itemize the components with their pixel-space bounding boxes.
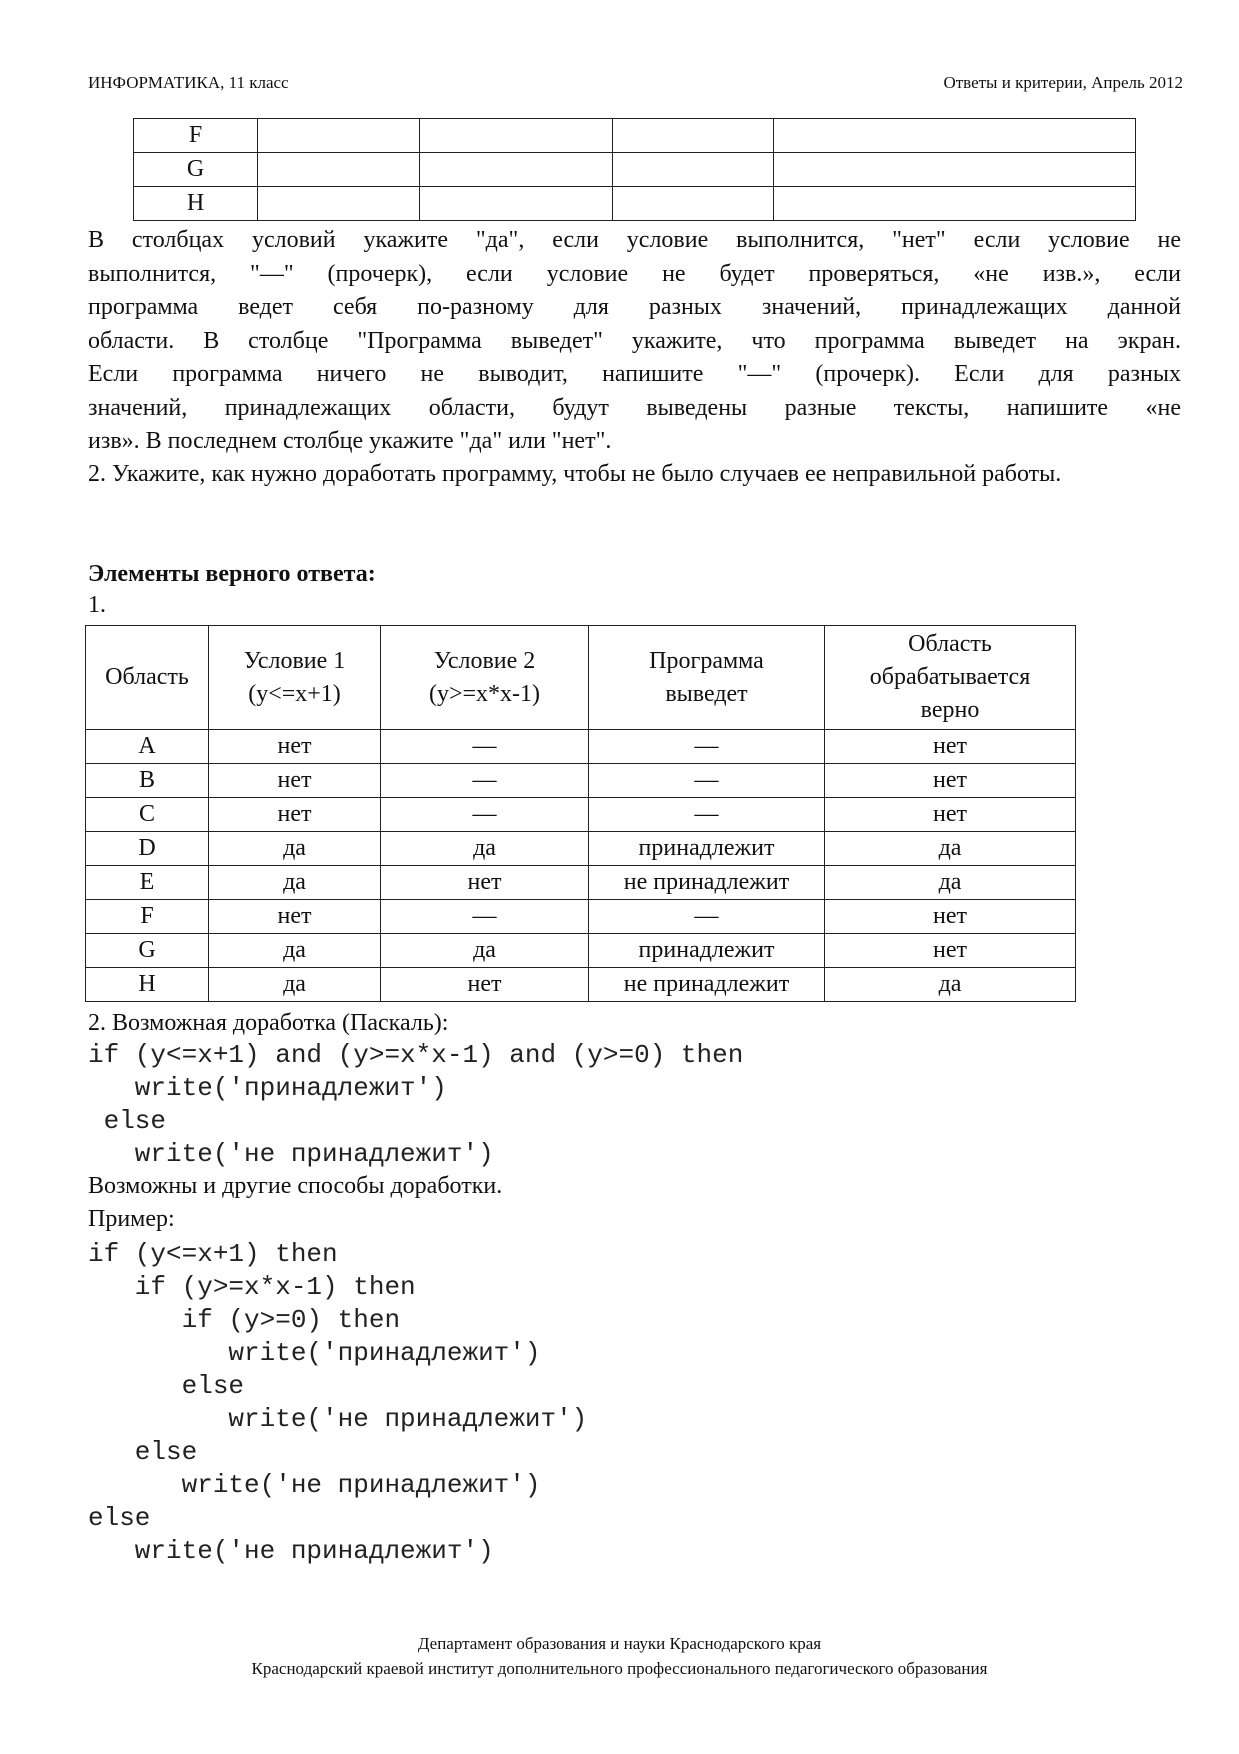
table-row (86, 798, 1076, 832)
code-line: write('не принадлежит') (88, 1404, 588, 1434)
table-row (134, 153, 1136, 187)
other-ways-text: Возможны и другие способы доработки. (88, 1173, 503, 1199)
table-cell: — (381, 764, 589, 798)
table-header-row: Область Условие 1 (y<=x+1) Условие 2 (y>=x*x-1) Программа выведет Область обрабатывается верно (86, 626, 1076, 730)
area-cell: F (134, 119, 258, 153)
table-cell: C (86, 798, 209, 832)
table-row (86, 934, 1076, 968)
table-cell: нет (825, 900, 1076, 934)
header-subject: ИНФОРМАТИКА, 11 класс (88, 73, 289, 92)
table-cell: H (86, 968, 209, 1002)
item-2-label: 2. Возможная доработка (Паскаль): (88, 1010, 449, 1036)
table-cell: не принадлежит (589, 866, 825, 900)
code-line: write('не принадлежит') (88, 1470, 541, 1500)
table-cell: D (86, 832, 209, 866)
table-row (86, 764, 1076, 798)
top-table (133, 118, 1136, 221)
table-cell: — (589, 764, 825, 798)
table-cell: G (86, 934, 209, 968)
table-cell: нет (381, 866, 589, 900)
code-line: write('не принадлежит') (88, 1536, 494, 1566)
table-row (86, 730, 1076, 764)
footer-line-1: Департамент образования и науки Краснодарского края (417, 1634, 822, 1653)
table-cell: да (209, 832, 381, 866)
table-cell: нет (209, 798, 381, 832)
code-line: else (88, 1106, 167, 1136)
table-cell: да (381, 832, 589, 866)
answer-table (85, 625, 1076, 1002)
table-cell: да (825, 968, 1076, 1002)
code-line: else (88, 1371, 245, 1401)
header-info: Ответы и критерии, Апрель 2012 (943, 73, 1183, 92)
code-line: if (y>=0) then (88, 1305, 401, 1335)
table-cell: нет (209, 730, 381, 764)
instructions-paragraph: В столбцах условий укажите "да", если условие выполнится, "нет" если условие не выполнится, "—" (прочерк), если условие не будет проверяться, «не изв.», если программа ведет себя по-разному для разных значений, принадлежащих данной области. В столбце "Программа выведет" укажите, что программа выведет на экран. Если программа ничего не выводит, напишите "—" (прочерк). Если для разных значений, принадлежащих области, будут выведены разные тексты, напишите «не изв». В последнем столбце укажите "да" или "нет". (88, 227, 1181, 454)
example-label: Пример: (88, 1206, 175, 1232)
item-1-label: 1. (88, 592, 106, 618)
table-row (86, 832, 1076, 866)
area-cell: G (134, 153, 258, 187)
table-cell: B (86, 764, 209, 798)
code-line: if (y<=x+1) then (88, 1239, 338, 1269)
table-cell: нет (209, 764, 381, 798)
table-cell: F (86, 900, 209, 934)
table-cell: нет (825, 730, 1076, 764)
table-cell: нет (381, 968, 589, 1002)
area-cell: H (134, 187, 258, 221)
table-row (134, 119, 1136, 153)
table-cell: нет (209, 900, 381, 934)
table-cell: нет (825, 934, 1076, 968)
table-cell: да (209, 968, 381, 1002)
answer-heading: Элементы верного ответа: (88, 561, 376, 587)
table-row (134, 187, 1136, 221)
table-cell: — (381, 798, 589, 832)
code-line: if (y<=x+1) and (y>=x*x-1) and (y>=0) then (88, 1040, 744, 1070)
table-cell: да (825, 832, 1076, 866)
table-cell: да (381, 934, 589, 968)
table-cell: — (589, 798, 825, 832)
table-cell: да (209, 934, 381, 968)
table-cell: E (86, 866, 209, 900)
table-row (86, 900, 1076, 934)
table-cell: нет (825, 764, 1076, 798)
table-cell: — (381, 900, 589, 934)
table-cell: A (86, 730, 209, 764)
table-cell: принадлежит (589, 934, 825, 968)
table-cell: да (825, 866, 1076, 900)
task-2-paragraph: 2. Укажите, как нужно доработать программу, чтобы не было случаев ее неправильной работы. (88, 461, 1062, 487)
table-row (86, 866, 1076, 900)
table-cell: не принадлежит (589, 968, 825, 1002)
code-line: write('принадлежит') (88, 1073, 447, 1103)
table-cell: да (209, 866, 381, 900)
code-line: else (88, 1437, 198, 1467)
code-line: if (y>=x*x-1) then (88, 1272, 416, 1302)
code-line: else (88, 1503, 151, 1533)
table-cell: нет (825, 798, 1076, 832)
table-cell: — (589, 730, 825, 764)
code-line: write('не принадлежит') (88, 1139, 494, 1169)
table-cell: принадлежит (589, 832, 825, 866)
code-line: write('принадлежит') (88, 1338, 541, 1368)
footer-line-2: Краснодарский краевой институт дополнительного профессионального педагогического образования (251, 1659, 988, 1678)
table-row (86, 968, 1076, 1002)
table-cell: — (589, 900, 825, 934)
table-cell: — (381, 730, 589, 764)
